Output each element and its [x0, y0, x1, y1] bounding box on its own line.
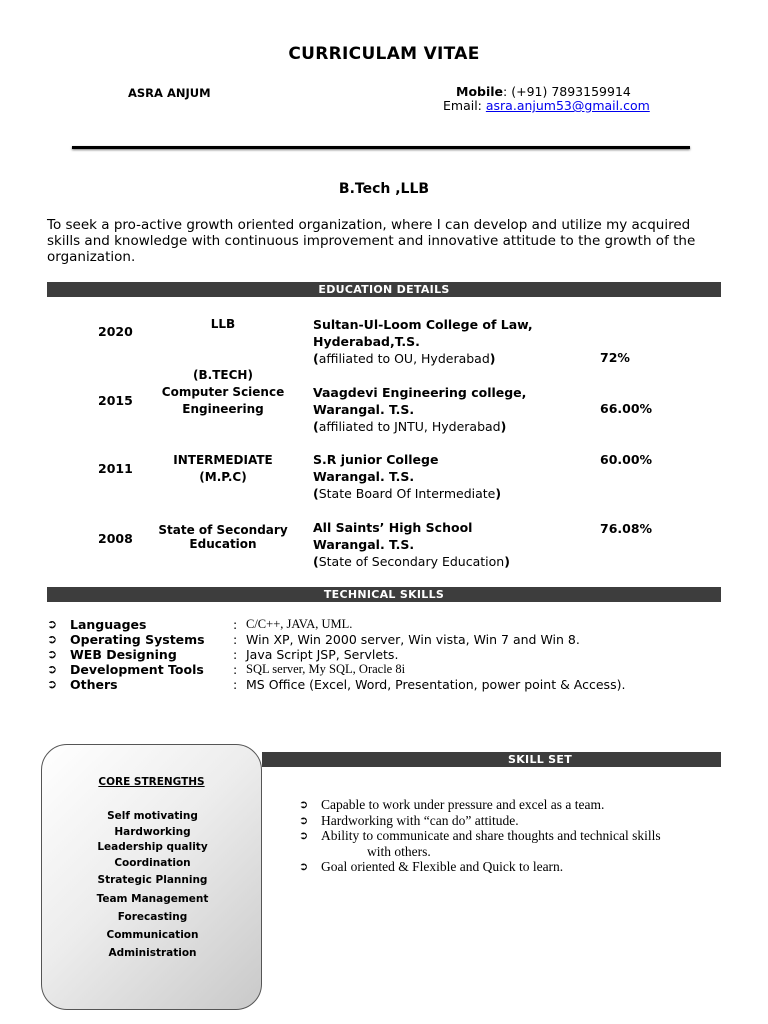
arrow-bullet-icon: ➲	[299, 829, 309, 842]
arrow-bullet-icon: ➲	[47, 677, 58, 691]
institution-line: Warangal. T.S.	[313, 469, 415, 484]
strength-item: Communication	[106, 929, 199, 941]
skill-value: MS Office (Excel, Word, Presentation, power point & Access).	[246, 677, 626, 692]
skill-label: Others	[70, 677, 118, 692]
skill-set-text: Hardworking with “can do” attitude.	[321, 812, 519, 828]
affiliation-line: (State Board Of Intermediate)	[313, 486, 502, 501]
affiliation-line: (State of Secondary Education)	[313, 554, 510, 569]
degree-line: INTERMEDIATE	[173, 453, 273, 467]
skill-value: Java Script JSP, Servlets.	[246, 647, 399, 662]
email-link[interactable]: asra.anjum53@gmail.com	[485, 98, 650, 113]
separator: :	[233, 617, 238, 632]
affiliation-line: (affiliated to JNTU, Hyderabad)	[313, 419, 507, 434]
skill-label: Operating Systems	[70, 632, 205, 647]
education-degree	[148, 367, 298, 418]
skill-value: SQL server, My SQL, Oracle 8i	[246, 662, 406, 676]
affiliation-line: (affiliated to OU, Hyderabad)	[313, 351, 496, 366]
header-divider	[72, 146, 690, 149]
arrow-bullet-icon: ➲	[47, 617, 58, 631]
education-institution	[313, 451, 573, 502]
email-line	[443, 99, 650, 113]
degree-line: (B.TECH)	[193, 368, 253, 382]
arrow-bullet-icon: ➲	[47, 662, 58, 676]
institution-line: S.R junior College	[313, 452, 439, 467]
affiliation-text: affiliated to OU, Hyderabad	[318, 351, 490, 366]
mobile-value: : (+91) 7893159914	[503, 84, 631, 99]
strength-item: Forecasting	[117, 911, 188, 923]
arrow-bullet-icon: ➲	[47, 632, 58, 646]
education-percent: 66.00%	[600, 401, 653, 416]
institution-line: Sultan-Ul-Loom College of Law,	[313, 317, 533, 332]
degree-heading: B.Tech ,LLB	[338, 181, 430, 197]
education-section-header: EDUCATION DETAILS	[47, 282, 721, 297]
core-strengths-box	[41, 744, 262, 1010]
strength-item: Coordination	[114, 857, 191, 869]
affiliation-text: State Board Of Intermediate	[318, 486, 496, 501]
skill-label: Languages	[70, 617, 147, 632]
affiliation-text: affiliated to JNTU, Hyderabad	[318, 419, 501, 434]
core-strengths-title: CORE STRENGTHS	[98, 776, 205, 788]
strength-item: Strategic Planning	[97, 874, 208, 886]
separator: :	[233, 647, 238, 662]
skillset-section-header: SKILL SET	[262, 752, 721, 767]
education-percent: 60.00%	[600, 452, 653, 467]
degree-line: Engineering	[182, 402, 264, 416]
arrow-bullet-icon: ➲	[299, 860, 309, 873]
mobile-label: Mobile	[456, 84, 504, 99]
degree-line: LLB	[210, 317, 236, 331]
education-institution	[313, 316, 573, 367]
skill-value: C/C++, JAVA, UML.	[246, 617, 353, 631]
education-year: 2015	[98, 393, 133, 408]
institution-line: Warangal. T.S.	[313, 537, 415, 552]
strength-item: Administration	[108, 947, 197, 959]
strength-item: Self motivating	[107, 810, 198, 822]
candidate-name: ASRA ANJUM	[128, 86, 211, 100]
degree-line: Education	[189, 537, 257, 551]
skill-value: Win XP, Win 2000 server, Win vista, Win 7 and Win 8.	[246, 632, 580, 647]
skill-set-item	[299, 813, 719, 829]
arrow-bullet-icon: ➲	[47, 647, 58, 661]
affiliation-text: State of Secondary Education	[318, 554, 505, 569]
arrow-bullet-icon: ➲	[299, 813, 309, 827]
skill-label: Development Tools	[70, 662, 204, 677]
separator: :	[233, 632, 238, 647]
education-percent: 76.08%	[600, 521, 653, 536]
degree-line: State of Secondary	[158, 523, 288, 537]
skill-set-text: Ability to communicate and share thoughts and technical skills	[321, 828, 661, 843]
degree-line: Computer Science	[161, 385, 285, 399]
mobile-line	[443, 85, 650, 99]
contact-block	[443, 85, 650, 113]
education-degree	[148, 452, 298, 486]
technical-section-header: TECHNICAL SKILLS	[47, 587, 721, 602]
arrow-bullet-icon: ➲	[299, 798, 309, 811]
education-percent: 72%	[600, 350, 630, 365]
skill-set-item	[299, 797, 719, 813]
document-title: CURRICULAM VITAE	[288, 44, 480, 64]
education-year: 2020	[98, 324, 133, 339]
education-degree	[148, 316, 298, 333]
institution-line: Hyderabad,T.S.	[313, 334, 420, 349]
institution-line: All Saints’ High School	[313, 520, 473, 535]
strength-item: Hardworking	[114, 826, 191, 838]
education-degree	[148, 522, 298, 553]
skill-set-item	[299, 859, 719, 875]
degree-line: (M.P.C)	[199, 470, 247, 484]
skill-set-continuation: with others.	[367, 843, 431, 859]
strength-item: Leadership quality	[97, 841, 208, 853]
career-objective: To seek a pro-active growth oriented organization, where I can develop and utilize my acquired skills and knowledge with continuous improvement and innovative attitude to the growth of the organization.	[47, 217, 696, 265]
strength-item: Team Management	[96, 893, 209, 905]
institution-line: Warangal. T.S.	[313, 402, 415, 417]
skill-set-item	[299, 828, 719, 844]
education-year: 2011	[98, 461, 133, 476]
education-institution	[313, 384, 573, 435]
email-label: Email:	[443, 98, 486, 113]
skill-set-text: Capable to work under pressure and excel as a team.	[321, 797, 605, 812]
education-year: 2008	[98, 531, 133, 546]
skill-set-list	[299, 797, 719, 875]
skill-label: WEB Designing	[70, 647, 177, 662]
separator: :	[233, 677, 238, 692]
skill-set-text: Goal oriented & Flexible and Quick to learn.	[321, 859, 564, 874]
education-institution	[313, 519, 573, 570]
separator: :	[233, 662, 238, 677]
institution-line: Vaagdevi Engineering college,	[313, 385, 527, 400]
